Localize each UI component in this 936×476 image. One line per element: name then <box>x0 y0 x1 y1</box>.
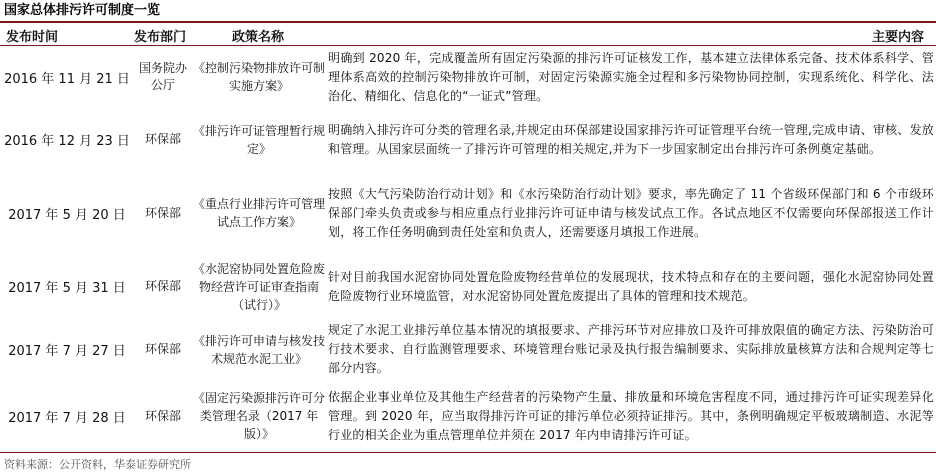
row-date: 2016 年 12 月 23 日 <box>4 134 130 149</box>
source-note: 资料来源：公开资料，华泰证券研究所 <box>4 458 191 471</box>
row-date: 2017 年 7 月 27 日 <box>8 344 126 359</box>
row-date: 2017 年 5 月 20 日 <box>8 207 126 223</box>
row-content: 针对目前我国水泥窑协同处置危险废物经营单位的发展现状，技术特点和存在的主要问题，强化水泥窑协同处置危险废物行业环境监管，对水泥窑协同处置危废提出了具体的管理和技术规范。 <box>328 269 934 303</box>
row-dept: 环保部 <box>144 279 181 293</box>
table-row <box>0 46 936 108</box>
table-row <box>0 171 936 255</box>
table-row <box>0 318 936 381</box>
row-dept: 环保部 <box>144 132 181 146</box>
row-content: 明确到 2020 年，完成覆盖所有固定污染源的排污许可证核发工作，基本建立法律体系完备、技术体系科学、管理体系高效的控制污染物排放许可制，对固定污染源实施全过程和多污染物协同控制，实现系统化、科学化、法治化、精细化、信息化的“一证式”管理。 <box>328 50 934 103</box>
row-policy-name: 《排污许可申请与核发技术规范水泥工业》 <box>192 333 325 366</box>
row-dept: 环保部 <box>144 205 181 220</box>
table-row <box>0 381 936 451</box>
row-content: 依据企业事业单位及其他生产经营者的污染物产生量、排放量和环境危害程度不同，通过排污许可证实现差异化管理。到 2020 年，应当取得排污许可证的排污单位必须持证排污。其中，条例明确规定平板玻璃制造、水泥等行业的相关企业为重点管理单位并须在 2017 年内申请排污许可证。 <box>328 389 934 442</box>
bottom-divider <box>0 452 936 453</box>
table-title: 国家总体排污许可制度一览 <box>4 3 161 18</box>
row-dept: 环保部 <box>144 342 181 356</box>
table-header <box>0 24 936 45</box>
table-row <box>0 108 936 171</box>
row-date: 2016 年 11 月 21 日 <box>4 71 130 87</box>
header-name: 政策名称 <box>232 30 285 45</box>
row-policy-name: 《重点行业排污许可管理试点工作方案》 <box>192 197 325 229</box>
table-row <box>0 255 936 318</box>
header-dept: 发布部门 <box>134 30 187 45</box>
row-dept: 环保部 <box>144 408 181 423</box>
header-date: 发布时间 <box>6 30 59 45</box>
row-content: 明确纳入排污许可分类的管理名录,并规定由环保部建设国家排污许可证管理平台统一管理,完成申请、审核、发放和管理。从国家层面统一了排污许可管理的相关规定,并为下一步国家制定出台排污许可条例奠定基础。 <box>328 122 934 156</box>
header-content: 主要内容 <box>872 30 925 45</box>
row-date: 2017 年 5 月 31 日 <box>8 281 126 296</box>
top-divider <box>0 21 936 23</box>
row-content: 按照《大气污染防治行动计划》和《水污染防治行动计划》要求，率先确定了 11 个省级环保部门和 6 个市级环保部门牵头负责或参与相应重点行业排污许可证申请与核发试点工作。各试点地区不仅需要向环保部报送工作计划，将工作任务明确到责任处室和负责人，还需要逐月填报工作进展。 <box>328 186 934 239</box>
row-content: 规定了水泥工业排污单位基本情况的填报要求、产排污环节对应排放口及许可排放限值的确定方法、污染防治可行技术要求、自行监测管理要求、环境管理台账记录及执行报告编制要求、实际排放量核算方法和合规判定等七部分内容。 <box>328 323 934 375</box>
row-policy-name: 《水泥窑协同处置危险废物经营许可证审查指南（试行）》 <box>192 261 325 312</box>
row-dept: 国务院办公厅 <box>138 61 187 92</box>
row-policy-name: 《排污许可证管理暂行规定》 <box>192 123 325 156</box>
row-date: 2017 年 7 月 28 日 <box>8 410 126 426</box>
row-policy-name: 《控制污染物排放许可制实施方案》 <box>192 61 325 93</box>
row-policy-name: 《固定污染源排污许可分类管理名录（2017 年版）》 <box>192 391 325 441</box>
